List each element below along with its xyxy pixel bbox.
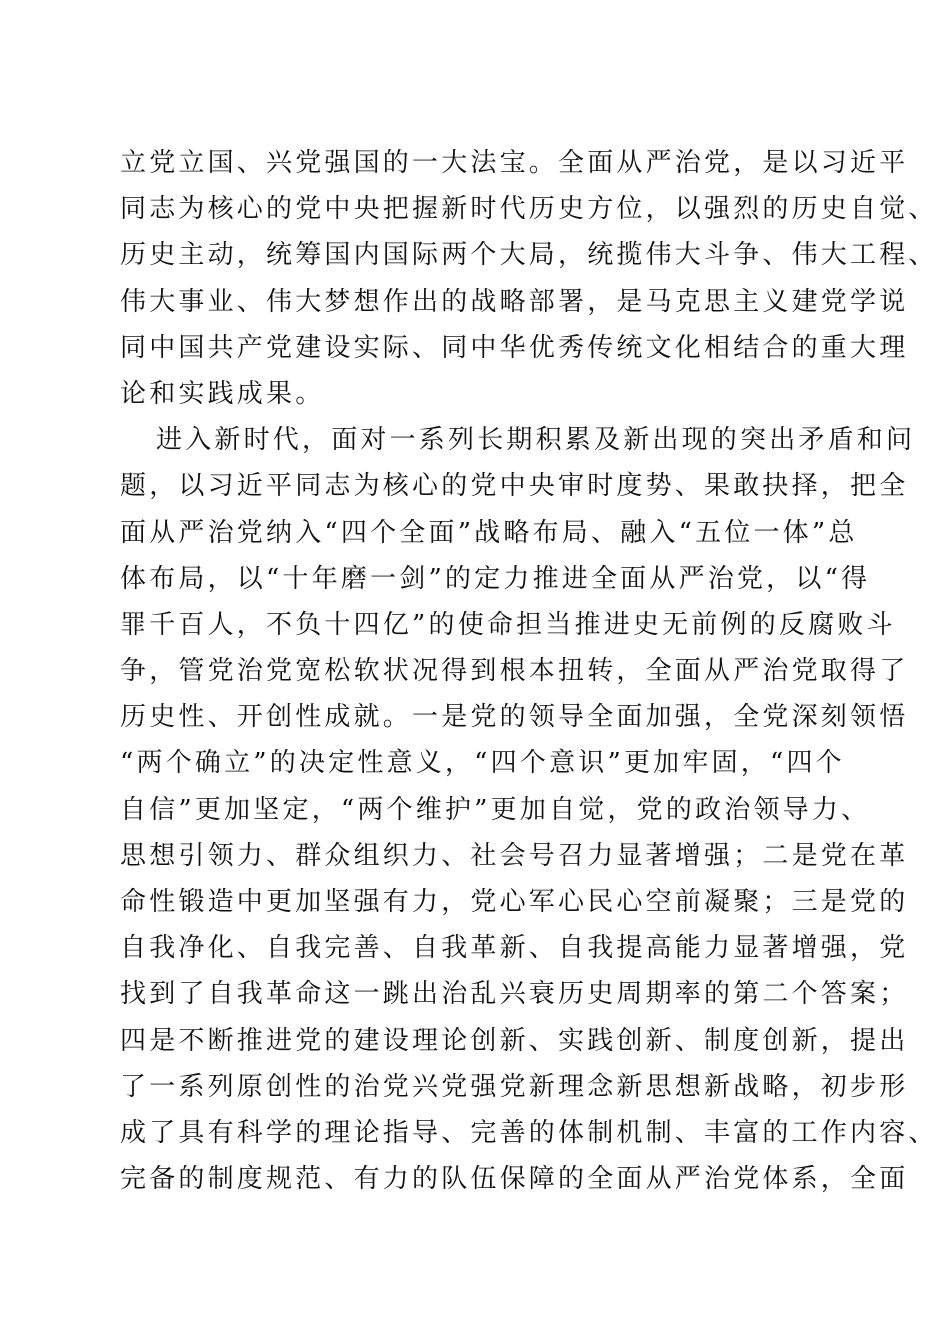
text-line: 了一系列原创性的治党兴党强党新理念新思想新战略，初步形 [120, 1071, 909, 1102]
text-line: 历史性、开创性成就。一是党的领导全面加强，全党深刻领悟 [120, 702, 909, 733]
text-line: 题，以习近平同志为核心的党中央审时度势、果敢抉择，把全 [120, 471, 909, 502]
text-line: 伟大事业、伟大梦想作出的战略部署，是马克思主义建党学说 [120, 286, 909, 317]
text-line: 命性锻造中更加坚强有力，党心军心民心空前凝聚；三是党的 [120, 887, 909, 917]
body-text [120, 140, 938, 1202]
text-line: 罪千百人，不负十四亿”的使命担当推进史无前例的反腐败斗 [120, 609, 896, 640]
text-line: 思想引领力、群众组织力、社会号召力显著增强；二是党在革 [120, 840, 909, 871]
text-line: 争，管党治党宽松软状况得到根本扭转，全面从严治党取得了 [120, 656, 909, 687]
text-line: “两个确立”的决定性意义，“四个意识”更加牢固，“四个 [120, 748, 845, 779]
text-line: 自我净化、自我完善、自我革新、自我提高能力显著增强，党 [120, 933, 909, 964]
text-line: 论和实践成果。 [120, 378, 325, 409]
text-line: 找到了自我革命这一跳出治乱兴衰历史周期率的第二个答案； [120, 979, 909, 1010]
text-line: 同中国共产党建设实际、同中华优秀传统文化相结合的重大理 [120, 332, 909, 363]
text-line: 立党立国、兴党强国的一大法宝。全面从严治党，是以习近平 [120, 148, 909, 178]
text-line: 成了具有科学的理论指导、完善的体制机制、丰富的工作内容、 [120, 1117, 938, 1148]
paragraph-1 [120, 140, 938, 417]
text-line: 自信”更加坚定，“两个维护”更加自觉，党的政治领导力、 [120, 794, 871, 825]
text-line: 完备的制度规范、有力的队伍保障的全面从严治党体系，全面 [120, 1164, 909, 1195]
text-line: 体布局，以“十年磨一剑”的定力推进全面从严治党，以“得 [120, 563, 871, 594]
text-line: 面从严治党纳入“四个全面”战略布局、融入“五位一体”总 [120, 517, 858, 548]
text-line: 历史主动，统筹国内国际两个大局，统揽伟大斗争、伟大工程、 [120, 240, 938, 271]
text-line: 同志为核心的党中央把握新时代历史方位，以强烈的历史自觉、 [120, 194, 938, 225]
paragraph-2 [120, 417, 938, 1202]
text-line: 四是不断推进党的建设理论创新、实践创新、制度创新，提出 [120, 1025, 909, 1056]
text-line-indented: 进入新时代，面对一系列长期积累及新出现的突出矛盾和问 [156, 425, 916, 456]
